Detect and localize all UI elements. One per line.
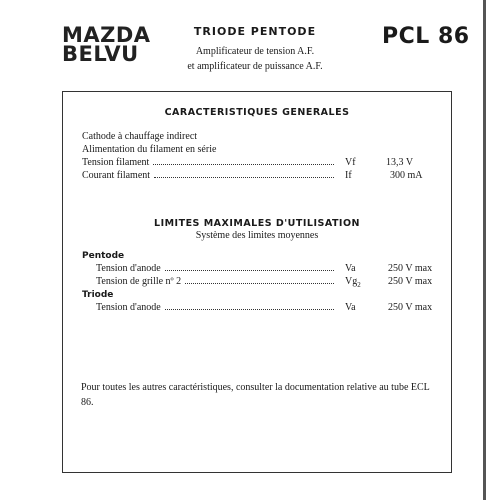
limits-title: LIMITES MAXIMALES D'UTILISATION — [154, 218, 360, 229]
symbol-main: Vg — [345, 276, 358, 287]
row-symbol — [345, 276, 361, 289]
row-symbol: Va — [345, 263, 356, 274]
row-label: Tension d'anode — [96, 302, 161, 313]
header-block — [160, 25, 350, 74]
row-symbol: Va — [345, 302, 356, 313]
limits-subtitle: Système des limites moyennes — [195, 230, 319, 241]
row-label: Tension d'anode — [96, 263, 161, 274]
leader-dots — [154, 177, 334, 178]
row-value: 250 V max — [388, 263, 433, 274]
row-value: 250 V max — [388, 276, 433, 287]
brand-logo — [62, 23, 151, 66]
spec-row-filament-current — [82, 170, 338, 183]
tube-code: PCL 86 — [382, 24, 470, 49]
symbol-subscript: 2 — [357, 281, 361, 289]
row-value: 250 V max — [388, 302, 433, 313]
row-label: Courant filament — [82, 170, 151, 181]
leader-dots — [165, 270, 334, 271]
general-characteristics-title: CARACTERISTIQUES GENERALES — [164, 107, 350, 118]
row-value: 300 mA — [390, 170, 423, 181]
pentode-heading: Pentode — [82, 251, 125, 261]
row-symbol: If — [345, 170, 352, 181]
spec-row-triode-anode-voltage — [96, 302, 338, 315]
tube-type-title: TRIODE PENTODE — [193, 25, 317, 38]
leader-dots — [153, 164, 334, 165]
header-subtitle-2: et amplificateur de puissance A.F. — [187, 61, 323, 72]
row-symbol: Vf — [345, 157, 356, 168]
cathode-line: Cathode à chauffage indirect — [82, 131, 198, 142]
spec-box — [62, 91, 452, 473]
reference-note: Pour toutes les autres caractéristiques, consulter la documentation relative au tube ECL 86. — [81, 382, 430, 408]
leader-dots — [185, 283, 334, 284]
row-value: 13,3 V — [386, 157, 414, 168]
spec-row-pentode-anode-voltage — [96, 263, 338, 276]
triode-heading: Triode — [82, 290, 114, 300]
filament-supply-line: Alimentation du filament en série — [82, 144, 217, 155]
brand-line-2: BELVU — [62, 42, 139, 66]
leader-dots — [165, 309, 334, 310]
header-subtitle-1: Amplificateur de tension A.F. — [195, 46, 315, 57]
spec-row-screen-grid-voltage — [96, 276, 338, 289]
page-edge-shadow — [483, 0, 486, 500]
row-label: Tension de grille nº 2 — [96, 276, 182, 287]
brand-line-1: MAZDA — [62, 23, 151, 47]
row-label: Tension filament — [82, 157, 150, 168]
spec-row-filament-voltage — [82, 157, 338, 170]
